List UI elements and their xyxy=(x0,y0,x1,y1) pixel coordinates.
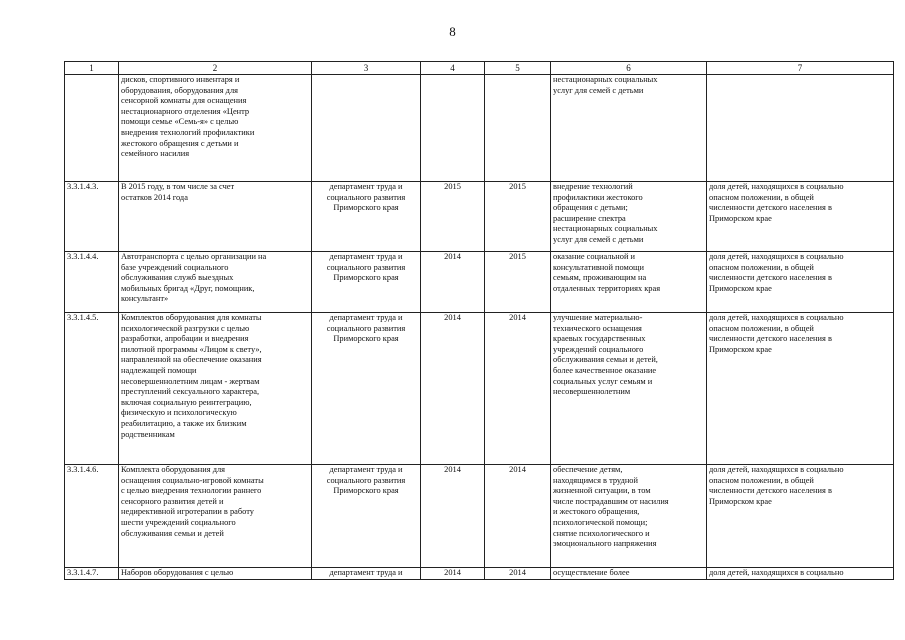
header-col-6: 6 xyxy=(551,62,707,75)
row-code: 3.3.1.4.7. xyxy=(65,568,119,580)
page-number: 8 xyxy=(449,24,456,39)
table-row xyxy=(65,252,894,313)
row-start-year xyxy=(421,75,485,182)
row-end-year: 2014 xyxy=(485,313,551,465)
row-indicator: доля детей, находящихся в социально xyxy=(707,568,894,580)
row-code: 3.3.1.4.3. xyxy=(65,182,119,252)
header-col-7: 7 xyxy=(707,62,894,75)
row-result: обеспечение детям, находящимся в трудной жизненной ситуации, в том числе пострадавшим от насилия и жестокого обращения, психологической помощи; снятие психологического и эмоционального напряжения xyxy=(551,465,707,568)
header-row xyxy=(65,62,894,75)
header-col-4: 4 xyxy=(421,62,485,75)
header-col-2: 2 xyxy=(119,62,312,75)
row-indicator: доля детей, находящихся в социально опасном положении, в общей численности детского населения в Приморском крае xyxy=(707,182,894,252)
row-code: 3.3.1.4.5. xyxy=(65,313,119,465)
row-executor: департамент труда и социального развития Приморского края xyxy=(312,182,421,252)
row-end-year: 2014 xyxy=(485,568,551,580)
table-row xyxy=(65,182,894,252)
row-indicator xyxy=(707,75,894,182)
row-description: Комплекта оборудования для оснащения социально-игровой комнаты с целью внедрения технологии раннего сенсорного развития детей и недирективной игротерапии в работу шести учреждений социального обслуживания семьи и детей xyxy=(119,465,312,568)
row-executor: департамент труда и социального развития Приморского края xyxy=(312,313,421,465)
row-end-year: 2015 xyxy=(485,252,551,313)
header-col-5: 5 xyxy=(485,62,551,75)
row-executor: департамент труда и социального развития Приморского края xyxy=(312,252,421,313)
measures-table xyxy=(64,61,894,580)
row-result: нестационарных социальных услуг для семей с детьми xyxy=(551,75,707,182)
row-end-year: 2015 xyxy=(485,182,551,252)
row-executor: департамент труда и социального развития Приморского края xyxy=(312,465,421,568)
row-result: внедрение технологий профилактики жестокого обращения с детьми; расширение спектра нестационарных социальных услуг для семей с детьми xyxy=(551,182,707,252)
table-row xyxy=(65,313,894,465)
row-code: 3.3.1.4.6. xyxy=(65,465,119,568)
row-start-year: 2014 xyxy=(421,313,485,465)
row-code xyxy=(65,75,119,182)
header-col-1: 1 xyxy=(65,62,119,75)
row-description: Автотранспорта с целью организации на базе учреждений социального обслуживания служб выездных мобильных бригад «Друг, помощник, консультант» xyxy=(119,252,312,313)
row-start-year: 2015 xyxy=(421,182,485,252)
table-row xyxy=(65,465,894,568)
row-start-year: 2014 xyxy=(421,252,485,313)
row-description: Наборов оборудования с целью xyxy=(119,568,312,580)
table-row xyxy=(65,568,894,580)
row-result: осуществление более xyxy=(551,568,707,580)
row-executor xyxy=(312,75,421,182)
row-description: Комплектов оборудования для комнаты психологической разгрузки с целью разработки, апробации и внедрения пилотной программы «Лицом к свету», направленной на обеспечение оказания надлежащей помощи несовершеннолетним лицам - жертвам преступлений сексуального характера, включая социальную реинтеграцию, физическую и психологическую реабилитацию, а также их близким родственникам xyxy=(119,313,312,465)
row-indicator: доля детей, находящихся в социально опасном положении, в общей численности детского населения в Приморском крае xyxy=(707,313,894,465)
row-result: оказание социальной и консультативной помощи семьям, проживающим на отдаленных территориях края xyxy=(551,252,707,313)
table-row xyxy=(65,75,894,182)
row-description: дисков, спортивного инвентаря и оборудования, оборудования для сенсорной комнаты для оснащения нестационарного отделения «Центр помощи семье «Семь-я» с целью внедрения технологий профилактики жестокого обращения с детьми и семейного насилия xyxy=(119,75,312,182)
row-indicator: доля детей, находящихся в социально опасном положении, в общей численности детского населения в Приморском крае xyxy=(707,252,894,313)
row-start-year: 2014 xyxy=(421,568,485,580)
row-description: В 2015 году, в том числе за счет остатков 2014 года xyxy=(119,182,312,252)
row-indicator: доля детей, находящихся в социально опасном положении, в общей численности детского населения в Приморском крае xyxy=(707,465,894,568)
row-end-year xyxy=(485,75,551,182)
header-col-3: 3 xyxy=(312,62,421,75)
row-end-year: 2014 xyxy=(485,465,551,568)
row-start-year: 2014 xyxy=(421,465,485,568)
row-code: 3.3.1.4.4. xyxy=(65,252,119,313)
row-executor: департамент труда и xyxy=(312,568,421,580)
row-result: улучшение материально- технического оснащения краевых государственных учреждений социального обслуживания семьи и детей, более качественное оказание социальных услуг семьям и несовершеннолетним xyxy=(551,313,707,465)
